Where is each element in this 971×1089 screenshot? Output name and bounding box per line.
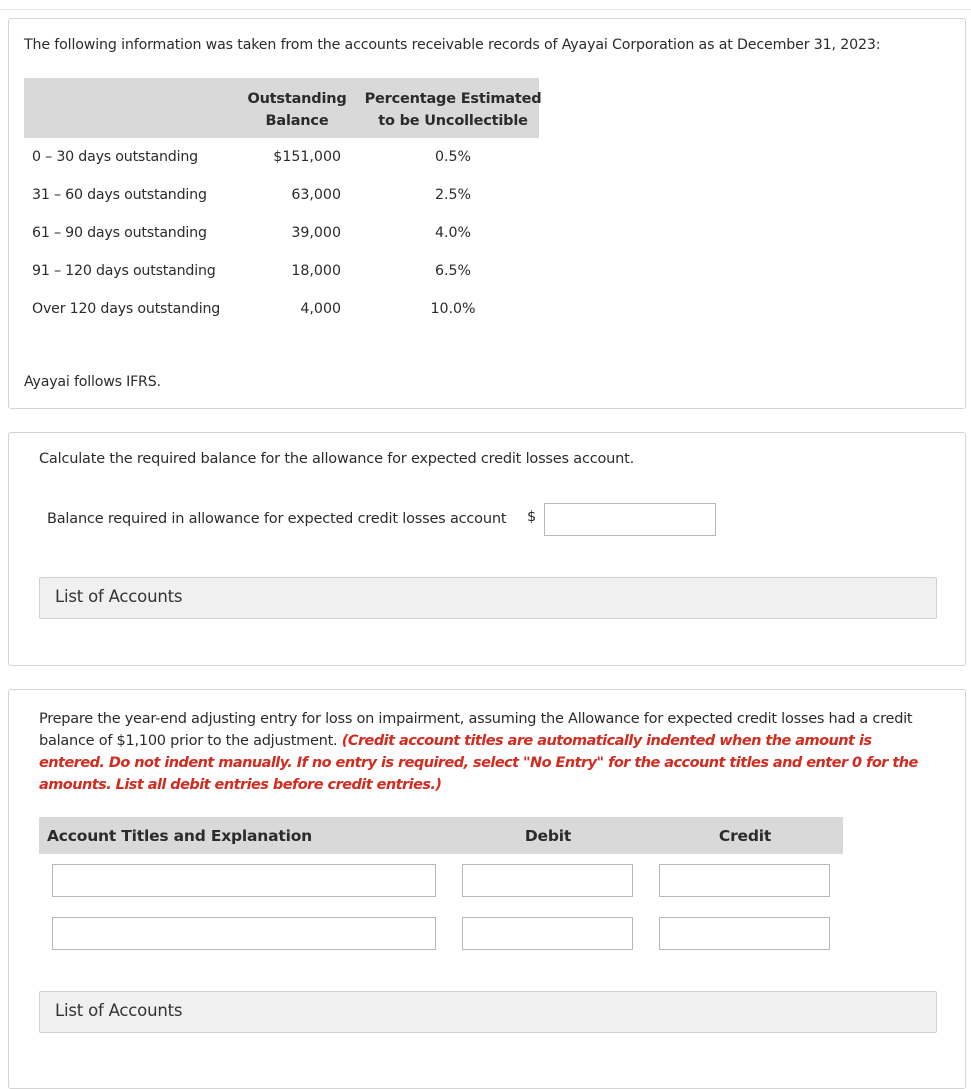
header-credit: Credit (718, 827, 772, 845)
debit-input[interactable] (462, 864, 633, 897)
header-percent-line1: Percentage Estimated (364, 91, 542, 107)
header-balance-line1: Outstanding (247, 91, 347, 107)
part-b-question (39, 708, 939, 796)
header-account-titles: Account Titles and Explanation (47, 827, 312, 845)
part-a-question: Calculate the required balance for the allowance for expected credit losses account. (39, 451, 635, 467)
row-label: 61 – 90 days outstanding (32, 225, 207, 241)
debit-input[interactable] (462, 917, 633, 950)
list-of-accounts-button[interactable] (39, 991, 937, 1033)
account-title-input[interactable] (52, 864, 436, 897)
list-of-accounts-button[interactable] (39, 577, 937, 619)
header-percent-line2: to be Uncollectible (378, 113, 528, 129)
header-debit: Debit (524, 827, 572, 845)
top-divider (0, 9, 971, 10)
row-label: 31 – 60 days outstanding (32, 187, 207, 203)
row-balance: 18,000 (291, 263, 341, 279)
list-of-accounts-label: List of Accounts (55, 1001, 183, 1020)
list-of-accounts-label: List of Accounts (55, 587, 183, 606)
table-row (9, 225, 965, 245)
row-balance: 63,000 (291, 187, 341, 203)
row-balance: $151,000 (273, 149, 341, 165)
table-row (9, 149, 965, 169)
part-b-question-text: Prepare the year-end adjusting entry for loss on impairment, assuming the Allowance for expected credit losses had a credit balance of $1,100 prior to the adjustment. (39, 711, 913, 749)
part-b-instructions: (Credit account titles are automatically indented when the amount is entered. Do not indent manually. If no entry is required, select "No Entry" for the account titles and enter 0 for the amounts. List all debit entries before credit entries.) (39, 733, 918, 793)
header-balance-line2: Balance (265, 113, 329, 129)
balance-required-input[interactable] (544, 503, 716, 536)
table-row (9, 301, 965, 321)
problem-panel (8, 18, 966, 409)
part-a-panel (8, 432, 966, 666)
table-row (9, 263, 965, 283)
credit-input[interactable] (659, 864, 830, 897)
balance-required-label: Balance required in allowance for expected credit losses account (47, 511, 507, 527)
account-title-input[interactable] (52, 917, 436, 950)
row-label: Over 120 days outstanding (32, 301, 221, 317)
row-percent: 10.0% (430, 301, 476, 317)
row-label: 91 – 120 days outstanding (32, 263, 216, 279)
row-percent: 2.5% (434, 187, 472, 203)
row-balance: 39,000 (291, 225, 341, 241)
table-row (9, 187, 965, 207)
ifrs-note: Ayayai follows IFRS. (24, 374, 161, 390)
credit-input[interactable] (659, 917, 830, 950)
problem-intro: The following information was taken from the accounts receivable records of Ayayai Corporation as at December 31, 2023: (24, 37, 881, 53)
dollar-sign: $ (527, 509, 537, 525)
header-outstanding-balance (241, 88, 353, 132)
row-percent: 6.5% (434, 263, 472, 279)
row-balance: 4,000 (300, 301, 341, 317)
row-percent: 4.0% (434, 225, 472, 241)
part-b-panel (8, 689, 966, 1089)
row-percent: 0.5% (434, 149, 472, 165)
journal-entry-header (39, 817, 843, 854)
header-percentage-uncollectible (363, 88, 543, 132)
row-label: 0 – 30 days outstanding (32, 149, 198, 165)
